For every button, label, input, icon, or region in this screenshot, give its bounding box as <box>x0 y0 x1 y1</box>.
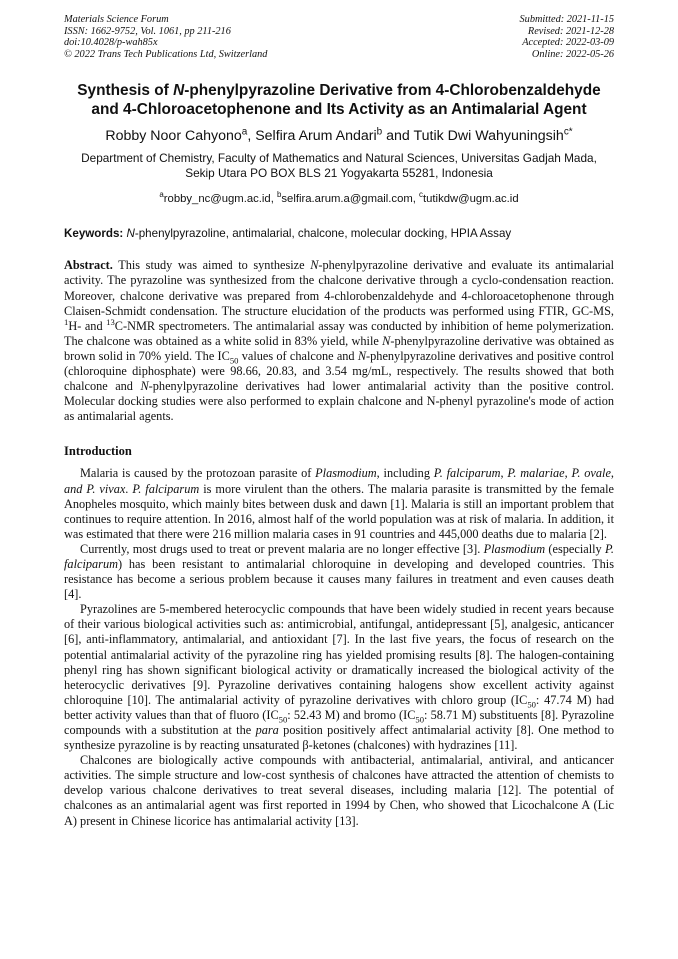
keyword-list: -phenylpyrazoline, antimalarial, chalcone, molecular docking, HPIA Assay <box>134 227 512 241</box>
abstract-text: -phenylpyrazoline derivatives had lower antimalarial activity than the positive control. Molecular docking studies were also performed to explain chalcone and N-phenyl pyrazoline's mode of action as antimalarial agents. <box>64 379 615 424</box>
text-run: , including <box>376 466 434 481</box>
abstract-italic: N <box>140 379 149 394</box>
abstract-sup: 13 <box>106 316 115 327</box>
author-affil-mark: b <box>376 126 383 138</box>
abstract-italic: N <box>382 333 391 348</box>
abstract-text: This study was aimed to synthesize <box>112 258 311 273</box>
email-link[interactable]: tutikdw@ugm.ac.id <box>423 193 519 206</box>
text-run: Chalcones are biologically active compounds with antibacterial, antimalarial, antiviral, and anticancer activities. The simple structure and low-cost synthesis of chalcones have attracted the attention of chemists to develop various chalcone derivatives to treat several diseases, including malaria [12]. The potential of chalcones as an antimalarial agent was first reported in 1994 by Chen, who showed that Licochalcone A (Lic A) present in Chinese licorice has antimalarial activity [13]. <box>64 753 614 828</box>
text-run: is more virulent than the others. The malaria parasite is transmitted by the female Anopheles mosquito, which mainly bites between dusk and dawn [1]. Malaria is still an important problem that continues to require attention. In 2016, almost half of the world population was at risk of malaria. In addition, it was estimated that there were 216 million malaria cases in 91 countries and 445,000 deaths due to malaria [2]. <box>64 481 614 541</box>
text-run: ) has been resistant to antimalarial chloroquine in developing and developed countries. This resistance has become a serious problem because it causes many failures in treatment and even causes death [4]. <box>64 556 614 602</box>
journal-doi[interactable]: doi:10.4028/p-wah85x <box>64 37 158 49</box>
abstract-italic: N <box>357 348 367 363</box>
text-run: Malaria is caused by the protozoan parasite of <box>80 466 316 481</box>
journal-copyright: © 2022 Trans Tech Publications Ltd, Switzerland <box>64 48 268 60</box>
author-name: , Selfira Arum Andari <box>247 128 377 145</box>
text-run: Pyrazolines are 5-membered heterocyclic compounds that have been widely studied in recent years because of their various biological activities such as: antimicrobial, antifungal, antidepressant [5], analgesic, anticancer [6], anti-inflammatory, antimalarial, and antioxidant [7]. In the last five years, the focus of research on the potential antimalarial activity of the pyrazoline ring has yielded promising results [8]. The halogen-containing phenyl ring has shown significant biological activity or dramatically increased the biological activity of the heterocyclic derivatives [9]. Pyrazoline derivatives containing halogens show excellent activity against chloroquine [10]. The antimalarial activity of pyrazoline derivatives with chloro group (IC <box>64 602 614 707</box>
text-run: . <box>125 481 133 496</box>
body-paragraph <box>64 753 614 828</box>
submission-dates <box>520 14 614 60</box>
author-emails <box>64 190 614 206</box>
abstract-italic: N <box>310 258 319 273</box>
body-paragraph <box>64 466 614 541</box>
affiliation <box>64 151 614 181</box>
body-paragraph <box>64 542 614 602</box>
text-run: (especially <box>545 541 605 556</box>
abstract-sup: 1 <box>64 316 69 327</box>
abstract-text: -phenylpyrazoline derivative was obtained as brown solid in 70% yield. The IC <box>64 333 614 363</box>
author-affil-mark: a <box>241 126 248 138</box>
email-link[interactable]: selfira.arum.a@gmail.com, <box>281 193 420 206</box>
italic-run: and P. vivax <box>64 481 126 496</box>
abstract-sub: 50 <box>229 355 239 366</box>
journal-info <box>64 14 267 60</box>
abstract-text: H- and <box>68 318 107 333</box>
keywords <box>64 227 614 240</box>
date-accepted: Accepted: 2022-03-09 <box>522 37 614 49</box>
date-online: Online: 2022-05-26 <box>531 48 614 60</box>
text-run: position positively affect antimalarial activity [8]. One method to synthesize pyrazoline is by reacting unsaturated β-ketones (chalcones) with hydrazines [11]. <box>64 723 614 753</box>
date-submitted: Submitted: 2021-11-15 <box>519 14 614 25</box>
title-italic: N <box>173 82 185 100</box>
text-run: , <box>610 466 614 481</box>
text-run: : 52.43 M) and bromo (IC <box>287 707 416 722</box>
subscript-run: 50 <box>527 699 536 710</box>
email-link[interactable]: robby_nc@ugm.ac.id, <box>163 193 277 206</box>
abstract-text: C-NMR spectrometers. The antimalarial assay was conducted by inhibition of heme polymerization. The chalcone was obtained as a white solid in 83% yield, while <box>64 318 614 348</box>
abstract-text: values of chalcone and <box>238 348 358 363</box>
italic-run: P. falciparum <box>433 466 501 481</box>
text-run: : 47.74 M) had better activity values than that of fluoro (IC <box>64 692 614 722</box>
italic-run: P. malariae <box>507 466 565 481</box>
journal-header <box>64 14 614 60</box>
section-heading-introduction: Introduction <box>64 444 132 459</box>
paper-title <box>64 82 614 119</box>
italic-run: Plasmodium <box>483 541 546 556</box>
affiliation-line: Sekip Utara PO BOX BLS 21 Yogyakarta 55281, Indonesia <box>185 166 493 181</box>
abstract <box>64 258 614 424</box>
email-mark: c <box>419 190 423 200</box>
date-revised: Revised: 2021-12-28 <box>527 25 614 37</box>
italic-run: P. falciparum <box>64 541 614 571</box>
title-part: Synthesis of <box>77 82 174 100</box>
text-run: : 58.71 M) substituents [8]. Pyrazoline compounds with a substitution at the <box>64 707 614 737</box>
introduction-body <box>64 466 614 828</box>
text-run: , <box>564 466 572 481</box>
italic-run: P. falciparum <box>132 481 200 496</box>
author-affil-mark: c* <box>563 126 573 138</box>
abstract-text: -phenylpyrazoline derivatives and positive control (chloroquine diphosphate) were 98.66, 20.83, and 3.54 mg/mL, respectively. The results showed that both chalcone and <box>64 348 615 394</box>
abstract-label: Abstract. <box>64 258 113 273</box>
journal-issn: ISSN: 1662-9752, Vol. 1061, pp 211-216 <box>64 25 231 37</box>
journal-name: Materials Science Forum <box>64 14 169 25</box>
email-mark: a <box>159 190 164 200</box>
text-run: , <box>500 466 508 481</box>
italic-run: para <box>255 723 279 737</box>
keyword-italic: N <box>126 227 135 241</box>
text-run: Currently, most drugs used to treat or prevent malaria are no longer effective [3]. <box>80 541 484 556</box>
affiliation-line: Department of Chemistry, Faculty of Mathematics and Natural Sciences, Universitas Gadjah Mada, <box>81 151 597 166</box>
author-name: and Tutik Dwi Wahyuningsih <box>382 128 564 145</box>
body-paragraph <box>64 602 614 753</box>
title-part: -phenylpyrazoline Derivative from 4-Chlorobenzaldehyde and 4-Chloroacetophenone and Its Activity as an Antimalarial Agent <box>91 82 601 118</box>
subscript-run: 50 <box>415 714 425 725</box>
abstract-text: -phenylpyrazoline derivative and evaluate its antimalarial activity. The pyrazoline was synthesized from the chalcone derivative through a cyclo-condensation reaction. Moreover, chalcone derivative was prepared from 4-chlorobenzaldehyde and 4-chloroacetophenone through Claisen-Schmidt condensation. The structure elucidation of the products was performed using FTIR, GC-MS, <box>64 258 614 318</box>
author-name: Robby Noor Cahyono <box>105 128 242 145</box>
email-mark: b <box>276 190 282 200</box>
italic-run: P. ovale <box>571 466 611 481</box>
italic-run: Plasmodium <box>315 466 377 481</box>
subscript-run: 50 <box>278 714 288 725</box>
keywords-label: Keywords: <box>64 227 127 241</box>
author-list <box>64 128 614 144</box>
